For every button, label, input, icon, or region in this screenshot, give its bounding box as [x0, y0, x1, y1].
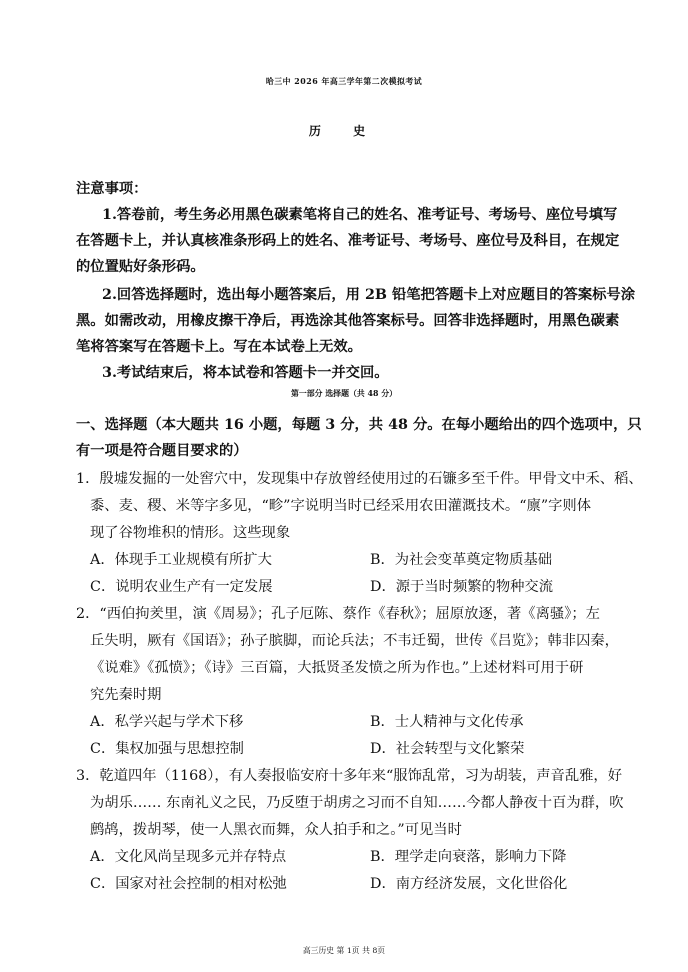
notice-line: 笔将答案写在答题卡上。写在本试卷上无效。 [76, 339, 362, 355]
notice-heading: 注意事项： [76, 181, 148, 197]
question-line: 究先秦时期 [90, 687, 162, 703]
option-d: D．南方经济发展，文化世俗化 [370, 876, 568, 892]
section-heading: 一、选择题（本大题共 16 小题，每题 3 分，共 48 分。在每小题给出的四个选项中，只 [76, 417, 642, 433]
option-c: C．说明农业生产有一定发展 [90, 579, 273, 595]
option-c: C．集权加强与思想控制 [90, 741, 244, 757]
option-a: A．私学兴起与学术下移 [90, 714, 244, 730]
section-heading: 有一项是符合题目要求的） [76, 443, 248, 459]
notice-line: 在答题卡上，并认真核准条形码上的姓名、准考证号、考场号、座位号及科目，在规定 [76, 233, 620, 249]
question-line: 黍、麦、稷、米等字多见，“畛”字说明当时已经采用农田灌溉技术。“廪”字则体 [90, 498, 592, 514]
subject-title: 历 史 [308, 124, 380, 138]
option-d: D．社会转型与文化繁荣 [370, 741, 525, 757]
part-title: 第一部分 选择题（共 48 分） [290, 389, 398, 398]
option-b: B．士人精神与文化传承 [370, 714, 524, 730]
notice-line: 2.回答选择题时，选出每小题答案后，用 2B 铅笔把答题卡上对应题目的答案标号涂 [102, 287, 636, 303]
exam-title: 哈三中 2026 年高三学年第二次模拟考试 [265, 77, 423, 86]
question-line: 为胡乐…… 东南礼义之民，乃反堕于胡虏之习而不自知……今都人静夜十百为群，吹 [90, 795, 624, 811]
option-a: A．文化风尚呈现多元并存特点 [90, 849, 287, 865]
question-line: 3．乾道四年（1168），有人奏报临安府十多年来“服饰乱常，习为胡装，声音乱雅，好 [76, 768, 623, 784]
option-b: B．为社会变革奠定物质基础 [370, 552, 553, 568]
question-line: 《说难》《孤愤》；《诗》三百篇，大抵贤圣发愤之所为作也。”上述材料可用于研 [90, 660, 584, 676]
question-line: 现了谷物堆积的情形。这些现象 [90, 525, 291, 541]
question-line: 2．“西伯拘羑里，演《周易》；孔子厄陈、蔡作《春秋》；屈原放逐，著《离骚》；左 [76, 606, 600, 622]
notice-line: 3.考试结束后，将本试卷和答题卡一并交回。 [102, 365, 389, 381]
option-a: A．体现手工业规模有所扩大 [90, 552, 272, 568]
question-line: 鹧鸪，拨胡琴，使一人黑衣而舞，众人拍手和之。”可见当时 [90, 822, 462, 838]
notice-line: 1.答卷前，考生务必用黑色碳素笔将自己的姓名、准考证号、考场号、座位号填写 [102, 207, 618, 223]
page-footer: 高三历史 第 1页 共 8页 [302, 946, 386, 955]
option-c: C．国家对社会控制的相对松弛 [90, 876, 287, 892]
notice-line: 的位置贴好条形码。 [76, 259, 205, 275]
notice-line: 黑。如需改动，用橡皮擦干净后，再选涂其他答案标号。回答非选择题时，用黑色碳素 [76, 313, 620, 329]
question-line: 丘失明，厥有《国语》；孙子膑脚，而论兵法；不韦迁蜀，世传《吕览》；韩非囚秦， [90, 633, 619, 649]
option-b: B．理学走向衰落，影响力下降 [370, 849, 567, 865]
question-line: 1．殷墟发掘的一处窖穴中，发现集中存放曾经使用过的石镰多至千件。甲骨文中禾、稻、 [76, 471, 643, 487]
option-d: D．源于当时频繁的物种交流 [370, 579, 554, 595]
